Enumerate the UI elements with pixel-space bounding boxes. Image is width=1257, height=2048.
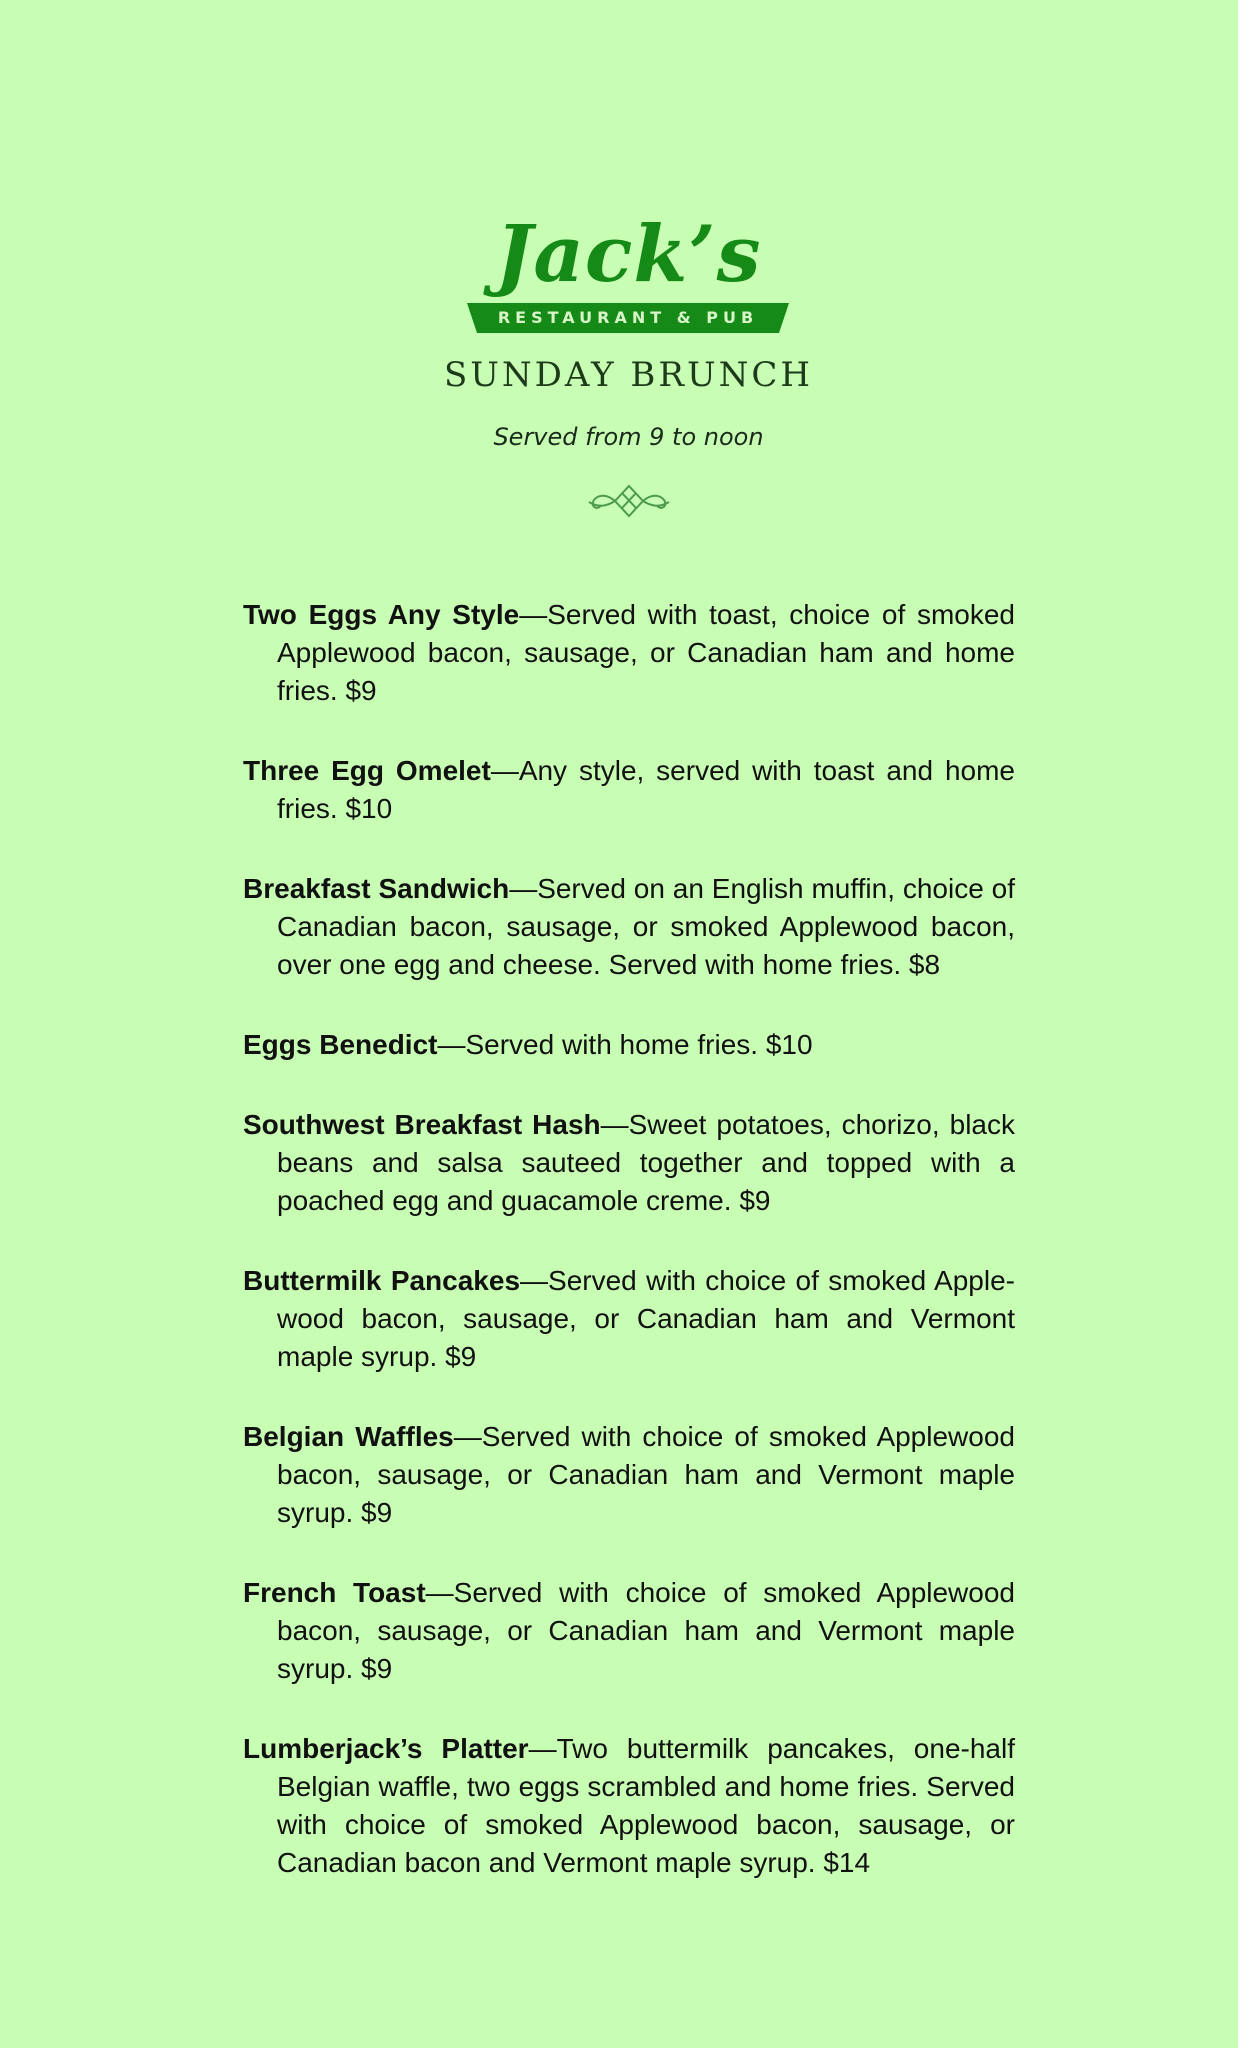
menu-item	[243, 1730, 1015, 1882]
flourish-ornament-icon	[585, 478, 673, 524]
menu-item-name: French Toast	[243, 1577, 426, 1608]
menu-item	[243, 1106, 1015, 1220]
menu-item-description: —Served with choice of smoked Apple-wood bacon, sausage, or Canadian ham and Vermont maple syrup. $9	[277, 1265, 1015, 1372]
menu-item-name: Lumberjack’s Platter	[243, 1733, 529, 1764]
logo-tagline: RESTAURANT & PUB	[497, 308, 759, 327]
menu-item-description: —Two buttermilk pancakes, one-half Belgian waffle, two eggs scrambled and home fries. Served with choice of smoked Applewood bacon, sausage, or Canadian bacon and Vermont maple syrup. $14	[277, 1733, 1015, 1878]
menu-item-description: —Served with toast, choice of smoked Applewood bacon, sausage, or Canadian ham and home fries. $9	[277, 599, 1015, 706]
menu-item-description: —Served on an English muffin, choice of Canadian bacon, sausage, or smoked Applewood bacon, over one egg and cheese. Served with home fries. $8	[277, 873, 1015, 980]
menu-item	[243, 870, 1015, 984]
logo	[0, 210, 1257, 300]
menu-item-name: Breakfast Sandwich	[243, 873, 510, 904]
menu-list	[243, 596, 1015, 1924]
menu-item	[243, 596, 1015, 710]
menu-item-name: Two Eggs Any Style	[243, 599, 520, 630]
logo-name: Jack’s	[495, 209, 762, 300]
menu-item-description: —Any style, served with toast and home fries. $10	[277, 755, 1015, 824]
menu-item-name: Three Egg Omelet	[243, 755, 491, 786]
menu-item	[243, 1262, 1015, 1376]
menu-item-name: Buttermilk Pancakes	[243, 1265, 521, 1296]
menu-item-description: —Served with home fries. $10	[437, 1029, 813, 1060]
menu-item	[243, 1026, 1015, 1064]
menu-item	[243, 1418, 1015, 1532]
menu-item-name: Belgian Waffles	[243, 1421, 454, 1452]
page-title: SUNDAY BRUNCH	[443, 355, 814, 395]
menu-item-name: Southwest Breakfast Hash	[243, 1109, 601, 1140]
menu-item	[243, 752, 1015, 828]
menu-item-description: —Sweet potatoes, chorizo, black beans and salsa sauteed together and topped with a poached egg and guacamole creme. $9	[277, 1109, 1015, 1216]
menu-item-description: —Served with choice of smoked Applewood bacon, sausage, or Canadian ham and Vermont maple syrup. $9	[277, 1421, 1015, 1528]
page-subtitle: Served from 9 to noon	[493, 423, 764, 451]
menu-item-description: —Served with choice of smoked Applewood bacon, sausage, or Canadian ham and Vermont maple syrup. $9	[277, 1577, 1015, 1684]
menu-item-name: Eggs Benedict	[243, 1029, 438, 1060]
menu-item	[243, 1574, 1015, 1688]
logo-banner	[467, 303, 789, 333]
